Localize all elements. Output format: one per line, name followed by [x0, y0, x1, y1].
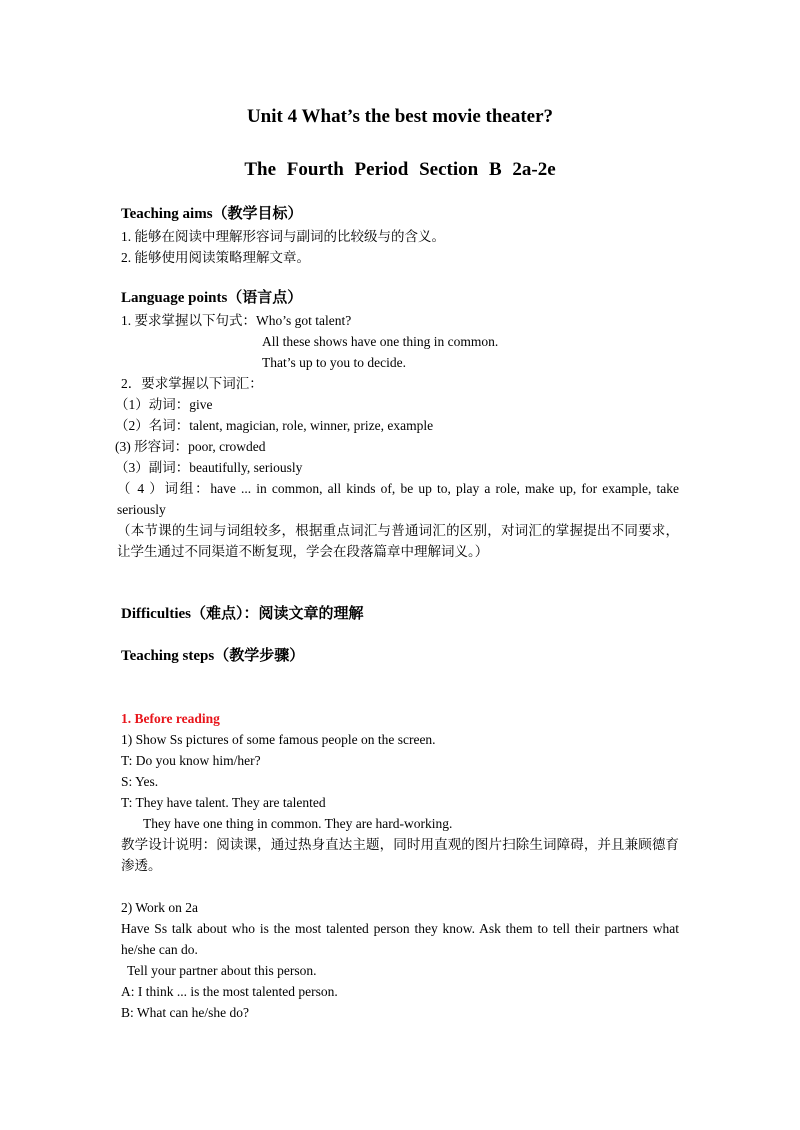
aim-item: 2. 能够使用阅读策略理解文章。 — [121, 250, 310, 265]
design-note: 教学设计说明：阅读课，通过热身直达主题，同时用直观的图片扫除生词障碍，并且兼顾德育渗透。 — [121, 837, 679, 873]
language-note: （本节课的生词与词组较多，根据重点词汇与普通词汇的区别，对词汇的掌握提出不同要求，让学生通过不同渠道不断复现，学会在段落篇章中理解词义。） — [117, 523, 679, 559]
teaching-steps-heading: Teaching steps（教学步骤） — [121, 648, 305, 664]
vocab-item: （3）副词：beautifully, seriously — [115, 460, 303, 475]
vocab-item: （1）动词：give — [115, 397, 213, 412]
document-subtitle: The Fourth Period Section B 2a-2e — [244, 159, 556, 180]
aim-item: 1. 能够在阅读中理解形容词与副词的比较级与的含义。 — [121, 229, 445, 244]
vocab-item: （2）名词：talent, magician, role, winner, prize, example — [115, 418, 434, 433]
language-point: 1. 要求掌握以下句式：Who’s got talent? — [121, 313, 352, 328]
dialogue-line: S: Yes. — [121, 774, 159, 789]
step-line: 2) Work on 2a — [121, 900, 199, 915]
vocab-item: (3) 形容词：poor, crowded — [115, 439, 266, 454]
step-line: Tell your partner about this person. — [127, 963, 317, 978]
teaching-aims-heading: Teaching aims（教学目标） — [121, 206, 303, 222]
vocab-item: （ 4 ）词组：have ... in common, all kinds of, be up to, play a role, make up, for example, take seriously — [117, 481, 679, 517]
dialogue-line: They have one thing in common. They are hard-working. — [143, 816, 453, 831]
dialogue-line: B: What can he/she do? — [121, 1005, 249, 1020]
language-point: All these shows have one thing in common. — [262, 334, 499, 349]
language-point: That’s up to you to decide. — [262, 355, 406, 370]
difficulties-heading: Difficulties（难点）：阅读文章的理解 — [121, 606, 364, 622]
before-reading-heading: 1. Before reading — [121, 711, 220, 726]
dialogue-line: T: Do you know him/her? — [121, 753, 261, 768]
dialogue-line: A: I think ... is the most talented person. — [121, 984, 338, 999]
language-point: 2．要求掌握以下词汇： — [121, 376, 263, 391]
language-points-heading: Language points（语言点） — [121, 290, 303, 306]
document-title: Unit 4 What’s the best movie theater? — [246, 106, 554, 127]
step-line: 1) Show Ss pictures of some famous people on the screen. — [121, 732, 436, 747]
dialogue-line: T: They have talent. They are talented — [121, 795, 326, 810]
step-line: Have Ss talk about who is the most talented person they know. Ask them to tell their partners what he/she can do. — [121, 921, 679, 957]
